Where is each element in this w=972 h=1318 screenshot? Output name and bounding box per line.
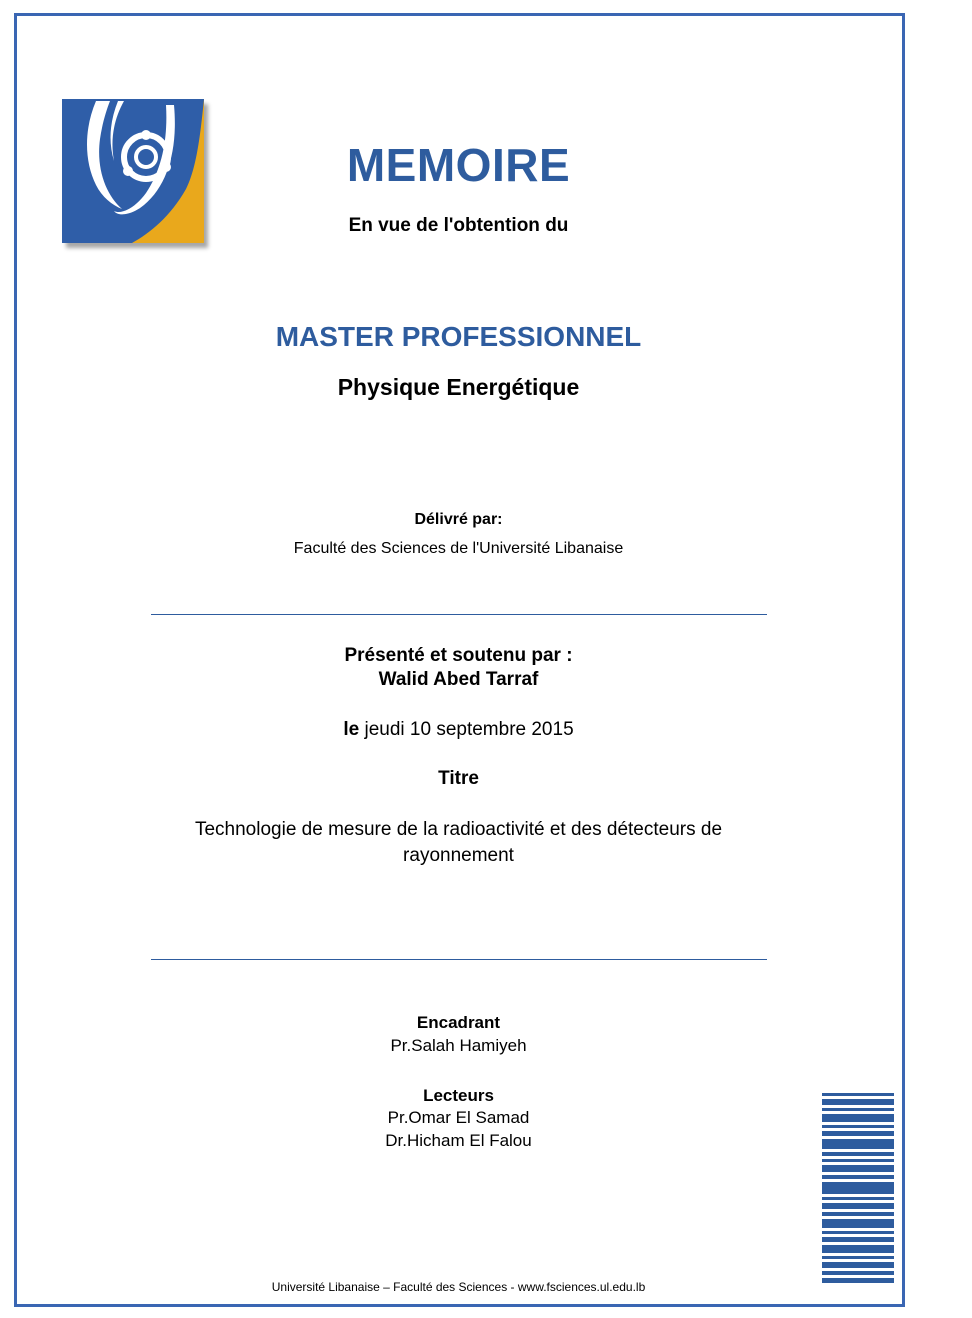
document-type-title: MEMOIRE — [346, 139, 571, 191]
delivering-institution: Faculté des Sciences de l'Université Libanaise — [293, 540, 624, 557]
page-footer: Université Libanaise – Faculté des Sciences - www.fsciences.ul.edu.lb — [271, 1280, 646, 1294]
date-prefix: le — [343, 719, 360, 740]
divider-top — [151, 614, 767, 615]
reader-name: Dr.Hicham El Falou — [385, 1131, 532, 1150]
date-value: jeudi 10 septembre 2015 — [359, 719, 574, 740]
thesis-title-line-1: Technologie de mesure de la radioactivité et des détecteurs de — [194, 819, 723, 840]
degree-name: MASTER PROFESSIONNEL — [275, 321, 642, 352]
supervisor-heading: Encadrant — [416, 1013, 501, 1032]
barcode-decoration — [822, 1093, 894, 1283]
readers-heading: Lecteurs — [423, 1086, 494, 1105]
degree-speciality: Physique Energétique — [337, 374, 580, 400]
defense-date — [150, 719, 767, 741]
presented-by-heading: Présenté et soutenu par : — [344, 645, 573, 666]
author-name: Walid Abed Tarraf — [378, 669, 539, 690]
document-purpose: En vue de l'obtention du — [348, 215, 569, 236]
thesis-title-heading: Titre — [438, 768, 479, 789]
supervisor-name: Pr.Salah Hamiyeh — [390, 1036, 527, 1055]
reader-name: Pr.Omar El Samad — [387, 1108, 530, 1127]
thesis-title-line-2: rayonnement — [403, 845, 514, 866]
delivered-by-heading: Délivré par: — [414, 511, 503, 528]
thesis-title — [150, 817, 767, 869]
divider-bottom — [151, 959, 767, 960]
